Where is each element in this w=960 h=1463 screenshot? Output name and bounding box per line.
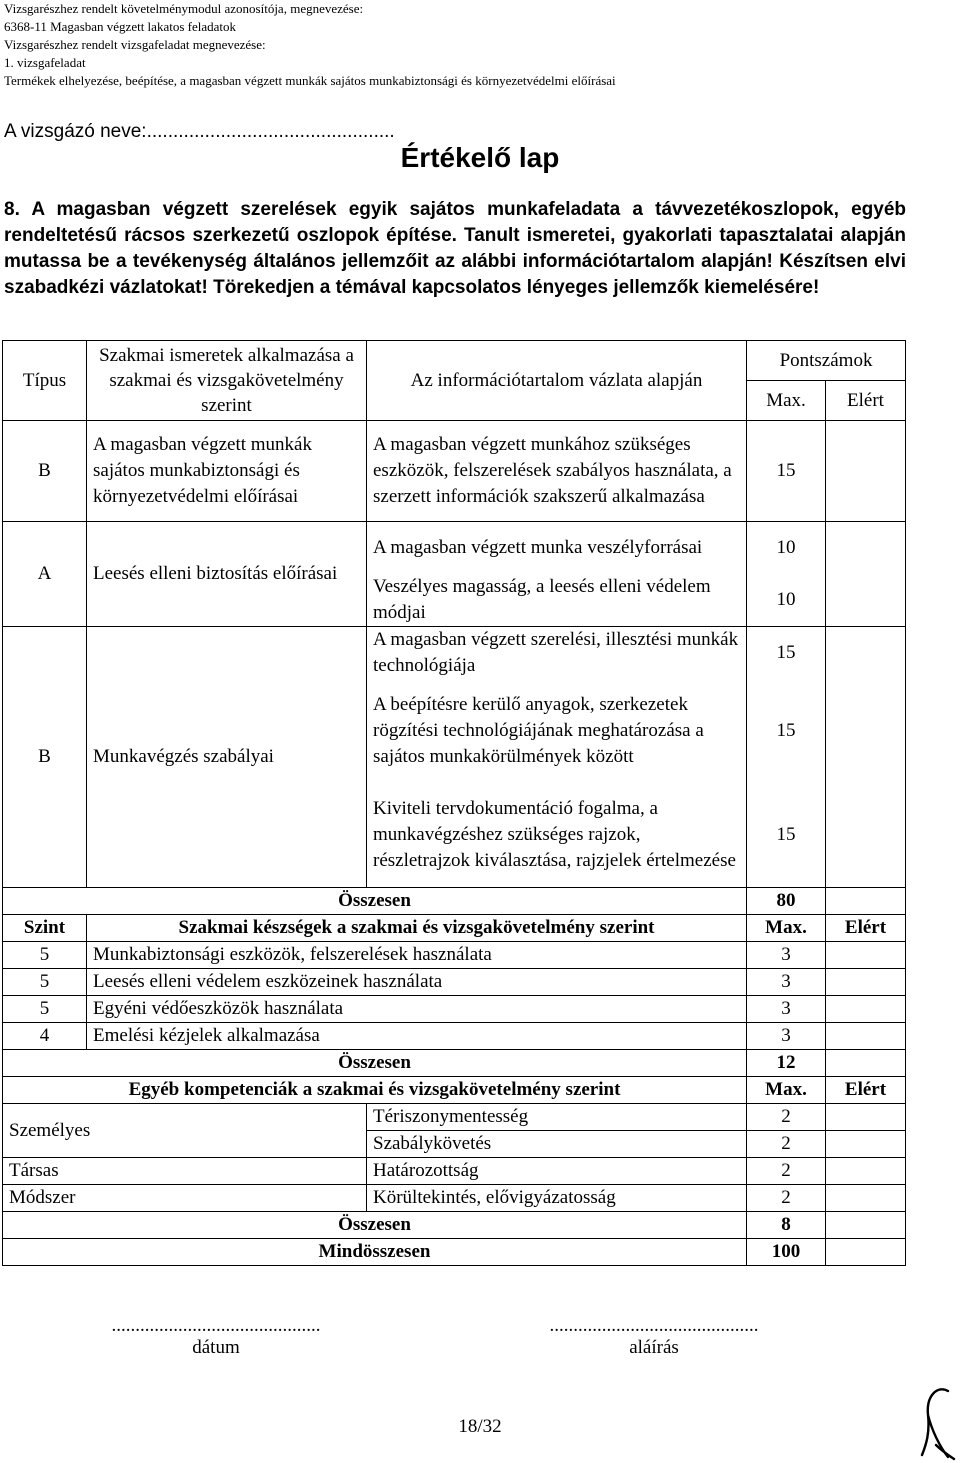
row-outline: Kiviteli tervdokumentáció fogalma, a munkavégzéshez szükséges rajzok, részletrajzok kiválasztása, rajzjelek értelmezése: [367, 783, 747, 888]
row-got-cell[interactable]: [826, 627, 906, 888]
competence-got-cell[interactable]: [826, 1185, 906, 1212]
table2-total-got[interactable]: [826, 1050, 906, 1077]
col-got-header: Elért: [826, 381, 906, 421]
evaluation-table: [2, 340, 906, 1266]
skill-name: Leesés elleni védelem eszközeinek használata: [87, 969, 747, 996]
col-other-header: Egyéb kompetenciák a szakmai és vizsgakövetelmény szerint: [3, 1077, 747, 1104]
table1-total: 80: [747, 888, 826, 915]
table3-total-got[interactable]: [826, 1212, 906, 1239]
col-level-header: Szint: [3, 915, 87, 942]
col-got-header: Elért: [826, 1077, 906, 1104]
row-type: B: [3, 627, 87, 888]
table1-total-got[interactable]: [826, 888, 906, 915]
signature-label: aláírás: [629, 1337, 679, 1358]
row-max: 15: [747, 783, 826, 888]
row-type: B: [3, 421, 87, 522]
skill-max: 3: [747, 1023, 826, 1050]
row-outline: A beépítésre kerülő anyagok, szerkezetek rögzítési technológiájának meghatározása a sajátos munkakörülmények között: [367, 679, 747, 783]
row-got-cell[interactable]: [826, 421, 906, 522]
skill-name: Emelési kézjelek alkalmazása: [87, 1023, 747, 1050]
grand-total-got[interactable]: [826, 1239, 906, 1266]
skill-max: 3: [747, 942, 826, 969]
row-outline: Veszélyes magasság, a leesés elleni védelem módjai: [367, 574, 747, 627]
skill-level: 5: [3, 942, 87, 969]
competence-got-cell[interactable]: [826, 1158, 906, 1185]
header-line-2: 6368-11 Magasban végzett lakatos feladatok: [4, 19, 236, 34]
col-got-header: Elért: [826, 915, 906, 942]
table3-total: 8: [747, 1212, 826, 1239]
page-number: 18/32: [458, 1416, 502, 1437]
table3-total-label: Összesen: [3, 1212, 747, 1239]
skill-got-cell[interactable]: [826, 942, 906, 969]
col-max-header: Max.: [747, 915, 826, 942]
skill-got-cell[interactable]: [826, 996, 906, 1023]
competence-name: Tériszonymentesség: [367, 1104, 747, 1131]
header-line-4: 1. vizsgafeladat: [4, 55, 86, 70]
row-outline: A magasban végzett munka veszélyforrásai: [367, 522, 747, 575]
row-topic: Leesés elleni biztosítás előírásai: [87, 522, 367, 627]
skill-level: 5: [3, 996, 87, 1023]
handwritten-signature-icon: [918, 1385, 958, 1463]
competence-category: Társas: [3, 1158, 367, 1185]
competence-max: 2: [747, 1131, 826, 1158]
skill-got-cell[interactable]: [826, 969, 906, 996]
row-max: 15: [747, 679, 826, 783]
row-got-cell[interactable]: [826, 522, 906, 627]
task-text: 8. A magasban végzett szerelések egyik sajátos munkafeladata a távvezetékoszlopok, egyéb rendeltetésű rácsos szerkezetű oszlopok építése. Tanult ismeretei, gyakorlati tapasztalatai alapján mutassa be a tevékenység általános jellemzőit az alábbi információtartalom alapján! Készítsen elvi szabadkézi vázlatokat!: [4, 199, 906, 298]
col-max-header: Max.: [747, 1077, 826, 1104]
competence-max: 2: [747, 1104, 826, 1131]
table1-total-label: Összesen: [3, 888, 747, 915]
header-line-3: Vizsgarészhez rendelt vizsgafeladat megnevezése:: [4, 37, 266, 52]
page-header: [4, 0, 616, 90]
date-label: dátum: [192, 1337, 240, 1358]
skill-name: Egyéni védőeszközök használata: [87, 996, 747, 1023]
col-outline-header: Az információtartalom vázlata alapján: [367, 341, 747, 421]
skill-max: 3: [747, 969, 826, 996]
col-points-header: Pontszámok: [747, 341, 906, 381]
competence-got-cell[interactable]: [826, 1104, 906, 1131]
competence-got-cell[interactable]: [826, 1131, 906, 1158]
row-topic: A magasban végzett munkák sajátos munkabiztonsági és környezetvédelmi előírásai: [87, 421, 367, 522]
competence-max: 2: [747, 1158, 826, 1185]
date-field[interactable]: [86, 1315, 346, 1359]
table2-total-label: Összesen: [3, 1050, 747, 1077]
row-type: A: [3, 522, 87, 627]
competence-name: Szabálykövetés: [367, 1131, 747, 1158]
competence-category: Módszer: [3, 1185, 367, 1212]
col-skills-header: Szakmai készségek a szakmai és vizsgakövetelmény szerint: [87, 915, 747, 942]
skill-level: 4: [3, 1023, 87, 1050]
row-outline: A magasban végzett szerelési, illesztési munkák technológiája: [367, 627, 747, 680]
competence-name: Körültekintés, elővigyázatosság: [367, 1185, 747, 1212]
competence-max: 2: [747, 1185, 826, 1212]
signature-field[interactable]: [524, 1315, 784, 1359]
task-description: [4, 197, 906, 301]
col-type-header: Típus: [3, 341, 87, 421]
row-max: 10: [747, 574, 826, 627]
grand-total: 100: [747, 1239, 826, 1266]
skill-got-cell[interactable]: [826, 1023, 906, 1050]
header-line-1: Vizsgarészhez rendelt követelménymodul azonosítója, megnevezése:: [4, 1, 364, 16]
task-text-emphasis: Törekedjen a témával kapcsolatos lényeges jellemzők kiemelésére!: [213, 277, 820, 298]
competence-name: Határozottság: [367, 1158, 747, 1185]
grand-total-label: Mindösszesen: [3, 1239, 747, 1266]
row-max: 15: [747, 627, 826, 680]
row-topic: Munkavégzés szabályai: [87, 627, 367, 888]
signature-dots: ............................................: [549, 1315, 759, 1336]
skill-name: Munkabiztonsági eszközök, felszerelések használata: [87, 942, 747, 969]
table2-total: 12: [747, 1050, 826, 1077]
row-outline: A magasban végzett munkához szükséges eszközök, felszerelések szabályos használata, a szerzett információk szakszerű alkalmazása: [367, 421, 747, 522]
col-max-header: Max.: [747, 381, 826, 421]
header-line-5: Termékek elhelyezése, beépítése, a magasban végzett munkák sajátos munkabiztonsági és környezetvédelmi előírásai: [4, 73, 616, 88]
date-dots: ............................................: [111, 1315, 321, 1336]
page-title: Értékelő lap: [400, 142, 560, 173]
row-max: 15: [747, 421, 826, 522]
skill-level: 5: [3, 969, 87, 996]
competence-category: Személyes: [3, 1104, 367, 1158]
col-knowledge-header: Szakmai ismeretek alkalmazása a szakmai és vizsgakövetelmény szerint: [87, 341, 367, 421]
row-max: 10: [747, 522, 826, 575]
skill-max: 3: [747, 996, 826, 1023]
examinee-name-line: A vizsgázó neve:...............................................: [4, 121, 395, 142]
